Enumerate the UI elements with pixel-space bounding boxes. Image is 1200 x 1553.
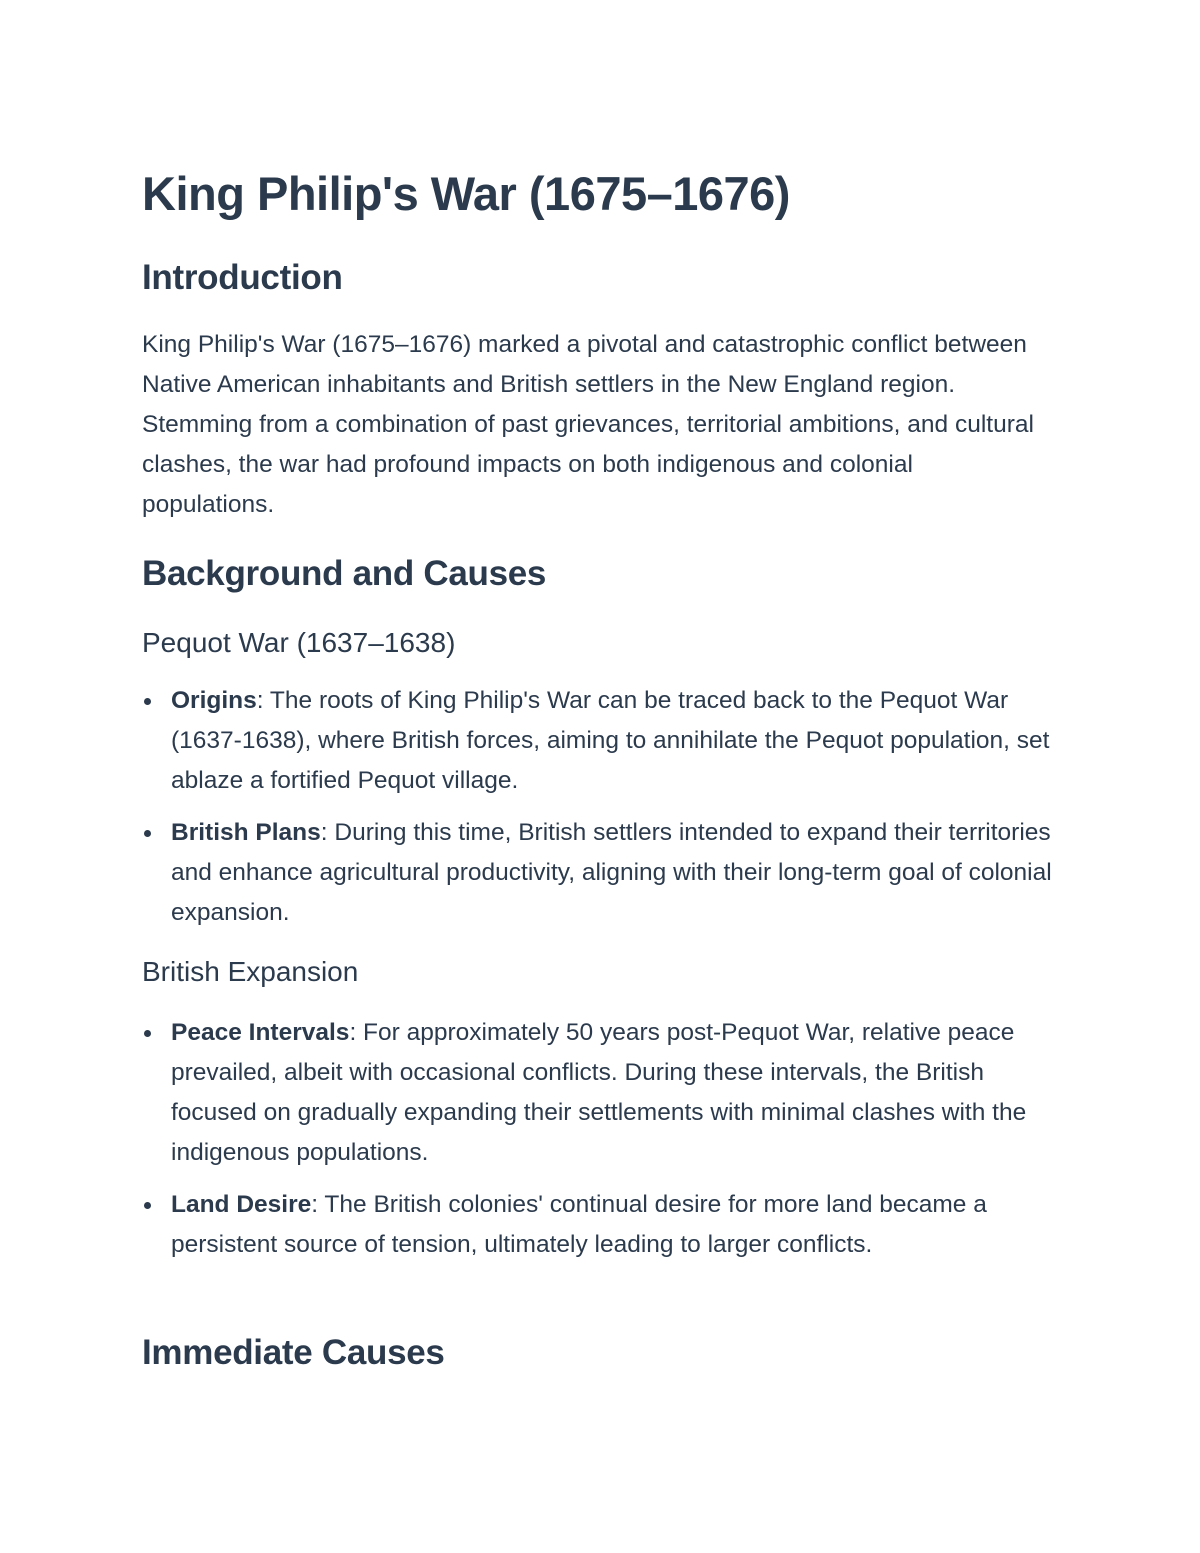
bullet-icon [144,830,151,837]
list-item-text: : For approximately 50 years post-Pequot War, relative peace prevailed, albeit with occasional conflicts. During these intervals, the British focused on gradually expanding their settlements with minimal clashes with the indigenous populations. [171,1019,1027,1166]
list-item-text: : The roots of King Philip's War can be traced back to the Pequot War (1637-1638), where British forces, aiming to annihilate the Pequot population, set ablaze a fortified Pequot village. [171,687,1050,794]
list-item-term: British Plans [171,819,321,846]
pequot-war-list [142,681,1052,945]
list-item [142,1185,1052,1265]
list-item [142,681,1052,801]
list-item-text: : The British colonies' continual desire for more land became a persistent source of tension, ultimately leading to larger conflicts. [171,1191,987,1258]
bullet-icon [144,1030,151,1037]
list-item-term: Peace Intervals [171,1019,350,1046]
list-item-term: Origins [171,687,257,714]
introduction-paragraph: King Philip's War (1675–1676) marked a pivotal and catastrophic conflict between Native American inhabitants and British settlers in the New England region. Stemming from a combination of past grievances, territorial ambitions, and cultural clashes, the war had profound impacts on both indigenous and colonial populations. [142,331,1034,518]
immediate-causes-heading: Immediate Causes [142,1333,445,1372]
british-expansion-subheading: British Expansion [142,956,359,987]
list-item-term: Land Desire [171,1191,312,1218]
document-title: King Philip's War (1675–1676) [142,167,790,220]
pequot-war-subheading: Pequot War (1637–1638) [142,627,456,658]
background-heading: Background and Causes [142,554,547,593]
list-item-text: : During this time, British settlers intended to expand their territories and enhance agricultural productivity, aligning with their long-term goal of colonial expansion. [171,819,1052,926]
bullet-icon [144,698,151,705]
bullet-icon [144,1202,151,1209]
list-item [142,1013,1052,1173]
british-expansion-list [142,1013,1052,1277]
list-item [142,813,1052,933]
introduction-heading: Introduction [142,258,343,297]
